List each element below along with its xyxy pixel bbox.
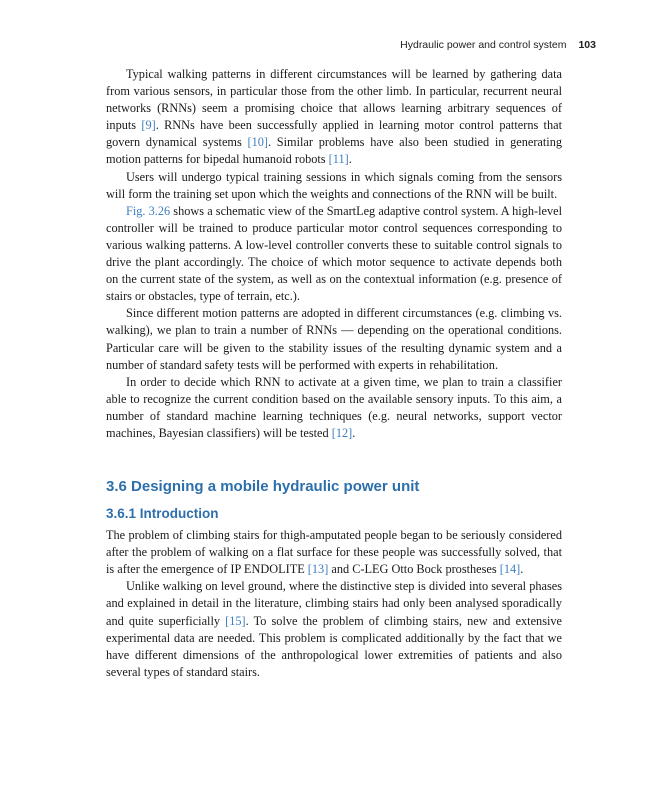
page-body: [106, 66, 562, 681]
paragraph: [106, 203, 562, 306]
paragraph-text: .: [352, 425, 356, 440]
paragraph-text: In order to decide which RNN to activate at a given time, we plan to train a classifier able to recognize the current condition based on the available sensory inputs. To this aim, a number of standard machine learning techniques (e.g. neural networks, support vector machines, Bayesian classifiers) will be tested: [106, 374, 562, 440]
citation-link[interactable]: [12]: [331, 425, 353, 440]
citation-link[interactable]: Fig. 3.26: [126, 203, 171, 218]
paragraph-text: Typical walking patterns in different circumstances will be learned by gathering data from various sensors, in particular those from the other limb. In particular, recurrent neural networks (RNNs) seem a promising choice that allows learning arbitrary sequences of inputs: [106, 67, 562, 133]
paragraph: [106, 169, 562, 203]
running-header: [400, 39, 596, 51]
paragraph-text: shows a schematic view of the SmartLeg adaptive control system. A high-level controller will be trained to produce particular motor control sequences corresponding to various walking patterns. A low-level controller converts these to suitable control signals to drive the plant accordingly. The choice of which motor sequence to activate depends both on the current state of the system, as well as on the contextual information (e.g. presence of stairs or obstacles, type of terrain, etc.).: [106, 203, 563, 304]
citation-link[interactable]: [15]: [225, 613, 246, 628]
paragraph: [106, 374, 562, 442]
paragraph-block: [106, 527, 562, 681]
paragraph-text: Users will undergo typical training sessions in which signals coming from the sensors will form the training set upon which the weights and connections of the RNN will be built.: [106, 169, 562, 201]
citation-link[interactable]: [9]: [141, 118, 156, 133]
paragraph-text: . Similar problems have also been studied in generating motion patterns for bipedal humanoid robots: [106, 135, 563, 167]
paragraph-text: . To solve the problem of climbing stairs, new and extensive experimental data are needed. This problem is complicated additionally by the fact that we have different dimensions of the anthropological lower extremities of patients and also several types of standard stairs.: [106, 613, 563, 679]
citation-link[interactable]: [13]: [307, 562, 329, 577]
page-number: 103: [578, 39, 596, 51]
paragraph-text: Unlike walking on level ground, where the distinctive step is divided into several phases and explained in detail in the literature, climbing stairs had only been analysed sporadically and quite superficially: [106, 579, 562, 628]
subsection-heading: 3.6.1 Introduction: [106, 506, 219, 522]
paragraph-text: .: [520, 562, 524, 577]
citation-link[interactable]: [14]: [499, 562, 521, 577]
paragraph: [106, 305, 562, 373]
citation-link[interactable]: [10]: [247, 135, 268, 150]
citation-link[interactable]: [11]: [328, 152, 349, 167]
paragraph: [106, 527, 562, 578]
paragraph-text: The problem of climbing stairs for thigh-amputated people began to be seriously considered after the problem of walking on a flat surface for these people was successfully solved, that is after the emergence of IP ENDOLITE: [106, 528, 562, 577]
paragraph: [106, 578, 562, 681]
paragraph-text: . RNNs have been successfully applied in learning motor control patterns that govern dynamical systems: [106, 118, 562, 150]
section-heading: 3.6 Designing a mobile hydraulic power unit: [106, 478, 420, 496]
paragraph-text: and C-LEG Otto Bock prostheses: [328, 562, 500, 577]
paragraph-text: .: [348, 152, 352, 167]
paragraph-block: [106, 66, 562, 442]
paragraph: [106, 66, 562, 169]
running-title: Hydraulic power and control system: [400, 39, 567, 51]
paragraph-text: Since different motion patterns are adopted in different circumstances (e.g. climbing vs. walking), we plan to train a number of RNNs — depending on the operational conditions. Particular care will be given to the stability issues of the resulting dynamic system and a number of standard safety tests will be performed with experts in rehabilitation.: [106, 306, 562, 372]
